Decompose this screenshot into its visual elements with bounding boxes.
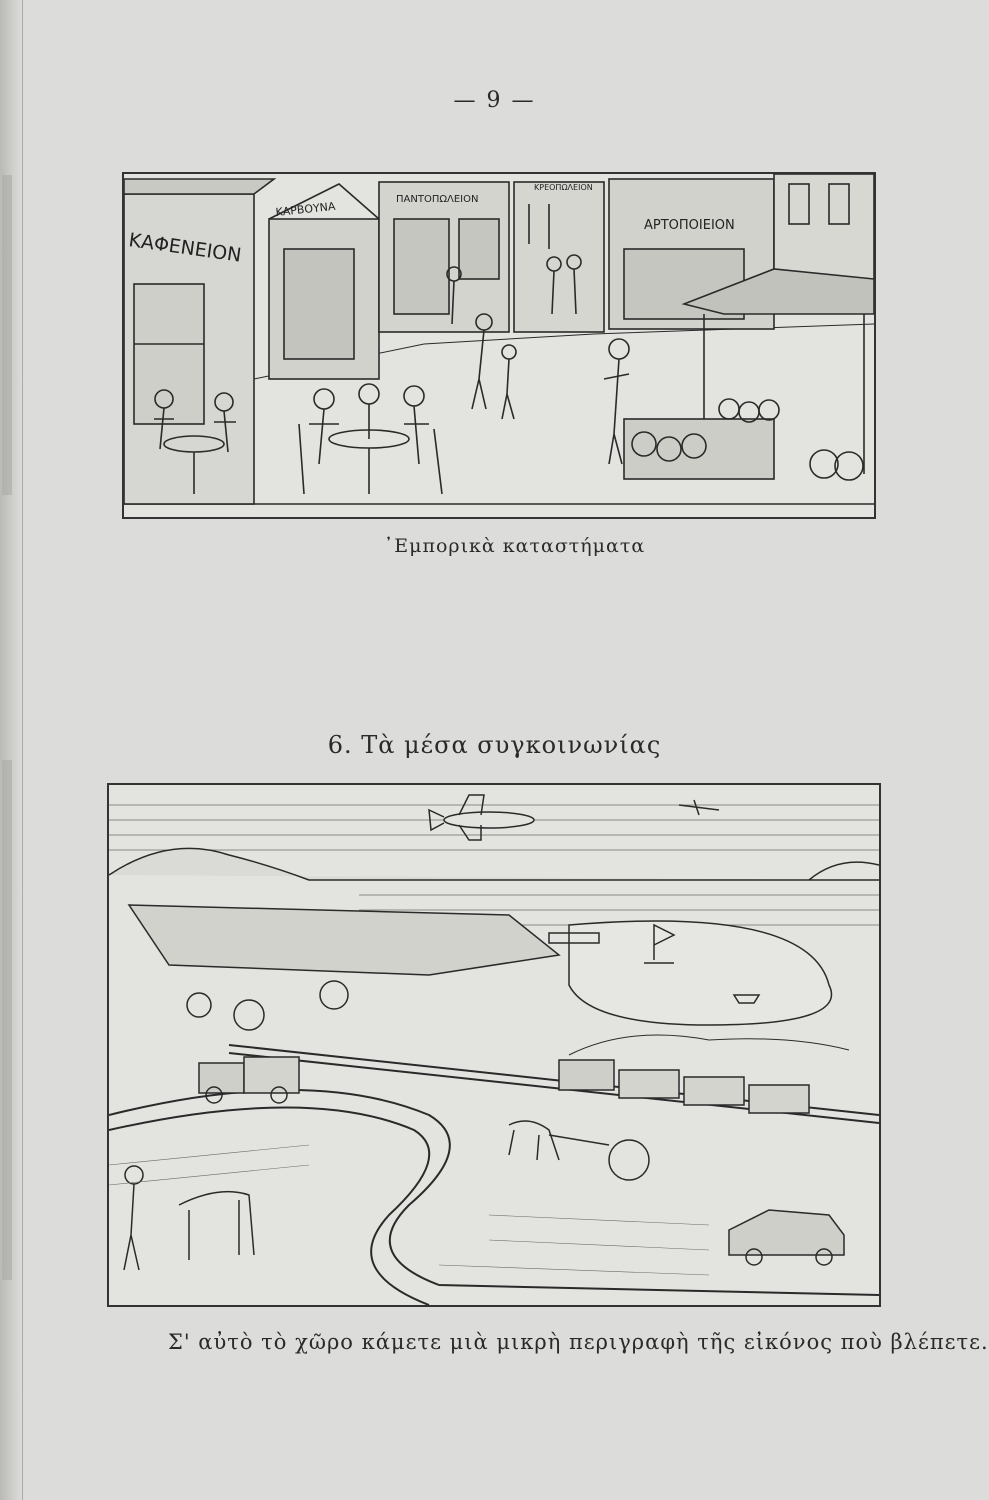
sign-coal: ΚΑΡΒΟΥΝΑ bbox=[274, 199, 337, 219]
shops-caption: ᾿Εμπορικὰ καταστήματα bbox=[383, 535, 646, 557]
shops-illustration bbox=[122, 172, 876, 519]
sign-bakery: ΑΡΤΟΠΟΙΕΙΟΝ bbox=[644, 218, 735, 233]
edge-shadow-strip bbox=[2, 760, 12, 1280]
shops-drawing bbox=[124, 174, 874, 517]
car bbox=[729, 1210, 844, 1265]
sign-cafe: ΚΑΦΕΝΕΙΟΝ bbox=[127, 229, 243, 267]
section-heading: 6. Τὰ μέσα συγκοινωνίας bbox=[327, 731, 662, 759]
horse-cart bbox=[509, 1121, 649, 1180]
transport-drawing bbox=[109, 785, 879, 1305]
train bbox=[559, 1035, 849, 1113]
airplane-large bbox=[429, 795, 534, 840]
truck bbox=[199, 1057, 299, 1103]
edge-shadow-strip bbox=[2, 175, 12, 495]
sign-grocery: ΠΑΝΤΟΠΩΛΕΙΟΝ bbox=[396, 194, 479, 205]
transport-illustration bbox=[107, 783, 881, 1307]
page-number: — 9 — bbox=[453, 88, 536, 113]
sign-butcher: ΚΡΕΟΠΩΛΕΙΟΝ bbox=[534, 183, 593, 192]
writing-instruction: Σ' αὐτὸ τὸ χῶρο κάμετε μιὰ μικρὴ περιγραφὴ τῆς εἰκόνος ποὺ βλέπετε. bbox=[168, 1330, 989, 1354]
